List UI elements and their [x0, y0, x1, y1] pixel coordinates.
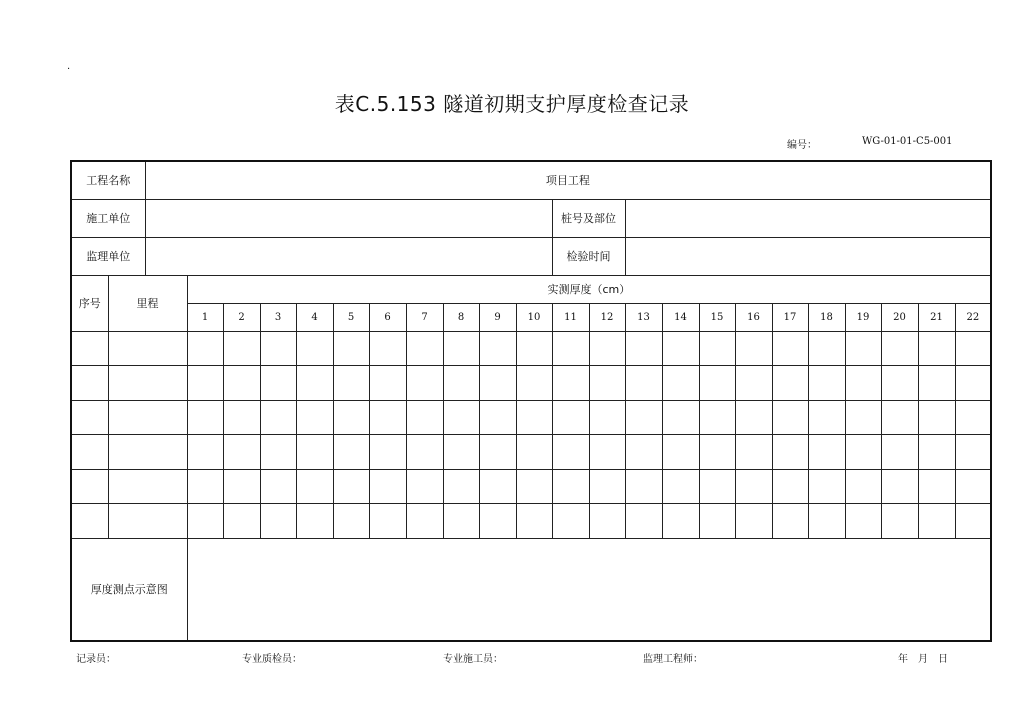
thickness-cell[interactable]: [589, 366, 625, 401]
contractor-value[interactable]: [145, 199, 552, 237]
point-header: 13: [625, 303, 662, 331]
thickness-cell[interactable]: [589, 504, 625, 539]
mileage-cell[interactable]: [108, 469, 187, 504]
table-row: [71, 469, 991, 504]
station-label: 桩号及部位: [552, 199, 625, 237]
thickness-cell[interactable]: [479, 366, 516, 401]
thickness-cell[interactable]: [772, 435, 808, 470]
code-label: 编号：: [787, 140, 817, 151]
thickness-cell[interactable]: [552, 366, 589, 401]
data-rows: [71, 331, 991, 538]
page-title: 表C.5.153 隧道初期支护厚度检查记录: [334, 92, 690, 116]
thickness-cell[interactable]: [918, 469, 955, 504]
thickness-cell[interactable]: [369, 435, 406, 470]
point-header: 5: [333, 303, 369, 331]
thickness-cell[interactable]: [296, 400, 333, 435]
thickness-cell[interactable]: [516, 331, 552, 366]
point-header: 7: [406, 303, 443, 331]
supervisor-label: 监理单位: [71, 237, 145, 275]
point-header: 20: [881, 303, 918, 331]
recorder-label: 记录员：: [76, 654, 116, 665]
thickness-cell[interactable]: [735, 366, 772, 401]
thickness-cell[interactable]: [699, 435, 735, 470]
thickness-cell[interactable]: [772, 366, 808, 401]
thickness-cell[interactable]: [589, 331, 625, 366]
thickness-cell[interactable]: [296, 331, 333, 366]
thickness-cell[interactable]: [955, 331, 991, 366]
thickness-cell[interactable]: [552, 504, 589, 539]
thickness-cell[interactable]: [699, 400, 735, 435]
thickness-cell[interactable]: [443, 400, 479, 435]
table-row: [71, 331, 991, 366]
thickness-cell[interactable]: [223, 469, 260, 504]
inspection-table: [70, 160, 992, 642]
thickness-cell[interactable]: [699, 504, 735, 539]
point-header: 16: [735, 303, 772, 331]
thickness-cell[interactable]: [625, 435, 662, 470]
builder-label: 专业施工员：: [443, 654, 503, 665]
point-header: 11: [552, 303, 589, 331]
thickness-cell[interactable]: [333, 331, 369, 366]
thickness-cell[interactable]: [918, 435, 955, 470]
thickness-cell[interactable]: [808, 400, 845, 435]
thickness-cell[interactable]: [333, 469, 369, 504]
thickness-cell[interactable]: [296, 366, 333, 401]
thickness-cell[interactable]: [955, 504, 991, 539]
thickness-cell[interactable]: [808, 366, 845, 401]
thickness-cell[interactable]: [881, 469, 918, 504]
seq-cell[interactable]: [71, 366, 108, 401]
thickness-cell[interactable]: [699, 331, 735, 366]
thickness-cell[interactable]: [479, 435, 516, 470]
mileage-cell[interactable]: [108, 435, 187, 470]
thickness-cell[interactable]: [223, 504, 260, 539]
thickness-cell[interactable]: [552, 435, 589, 470]
thickness-cell[interactable]: [662, 469, 699, 504]
thickness-cell[interactable]: [187, 331, 223, 366]
thickness-cell[interactable]: [808, 504, 845, 539]
measured-thickness-header: 实测厚度（cm）: [187, 275, 991, 303]
thickness-cell[interactable]: [845, 435, 881, 470]
thickness-cell[interactable]: [881, 366, 918, 401]
mileage-cell[interactable]: [108, 400, 187, 435]
thickness-cell[interactable]: [479, 331, 516, 366]
seq-cell[interactable]: [71, 435, 108, 470]
thickness-cell[interactable]: [406, 435, 443, 470]
thickness-cell[interactable]: [223, 331, 260, 366]
thickness-cell[interactable]: [260, 331, 296, 366]
thickness-cell[interactable]: [625, 469, 662, 504]
thickness-cell[interactable]: [516, 435, 552, 470]
thickness-cell[interactable]: [589, 435, 625, 470]
thickness-cell[interactable]: [333, 400, 369, 435]
thickness-cell[interactable]: [369, 366, 406, 401]
thickness-cell[interactable]: [735, 469, 772, 504]
seq-cell[interactable]: [71, 331, 108, 366]
mileage-cell[interactable]: [108, 504, 187, 539]
thickness-cell[interactable]: [333, 435, 369, 470]
thickness-cell[interactable]: [443, 435, 479, 470]
contractor-label: 施工单位: [71, 199, 145, 237]
thickness-cell[interactable]: [625, 366, 662, 401]
code-value: WG-01-01-C5-001: [862, 136, 953, 147]
thickness-cell[interactable]: [845, 331, 881, 366]
thickness-cell[interactable]: [516, 400, 552, 435]
thickness-cell[interactable]: [260, 400, 296, 435]
seq-cell[interactable]: [71, 469, 108, 504]
thickness-cell[interactable]: [808, 331, 845, 366]
thickness-cell[interactable]: [589, 469, 625, 504]
thickness-cell[interactable]: [918, 400, 955, 435]
point-header: 15: [699, 303, 735, 331]
thickness-cell[interactable]: [369, 504, 406, 539]
thickness-cell[interactable]: [845, 366, 881, 401]
thickness-cell[interactable]: [223, 400, 260, 435]
date-label: 年 月 日: [898, 654, 948, 665]
thickness-cell[interactable]: [369, 469, 406, 504]
thickness-cell[interactable]: [443, 504, 479, 539]
thickness-cell[interactable]: [918, 366, 955, 401]
point-header: 17: [772, 303, 808, 331]
thickness-cell[interactable]: [333, 504, 369, 539]
thickness-cell[interactable]: [443, 366, 479, 401]
thickness-cell[interactable]: [369, 331, 406, 366]
thickness-cell[interactable]: [187, 435, 223, 470]
thickness-cell[interactable]: [772, 400, 808, 435]
point-header: 2: [223, 303, 260, 331]
station-value[interactable]: [625, 199, 991, 237]
supervising-engineer-label: 监理工程师：: [643, 654, 703, 665]
thickness-cell[interactable]: [808, 469, 845, 504]
thickness-cell[interactable]: [516, 469, 552, 504]
seq-header: 序号: [71, 275, 108, 331]
thickness-cell[interactable]: [406, 331, 443, 366]
thickness-cell[interactable]: [735, 331, 772, 366]
thickness-cell[interactable]: [406, 504, 443, 539]
point-header: 9: [479, 303, 516, 331]
thickness-cell[interactable]: [662, 400, 699, 435]
thickness-cell[interactable]: [918, 331, 955, 366]
thickness-cell[interactable]: [479, 504, 516, 539]
thickness-cell[interactable]: [443, 331, 479, 366]
sketch-area[interactable]: [187, 538, 991, 641]
thickness-cell[interactable]: [296, 469, 333, 504]
point-header: 1: [187, 303, 223, 331]
thickness-cell[interactable]: [625, 504, 662, 539]
thickness-cell[interactable]: [296, 435, 333, 470]
quality-inspector-label: 专业质检员：: [242, 654, 302, 665]
thickness-cell[interactable]: [662, 435, 699, 470]
mileage-cell[interactable]: [108, 331, 187, 366]
point-header: 6: [369, 303, 406, 331]
thickness-cell[interactable]: [662, 366, 699, 401]
thickness-cell[interactable]: [516, 504, 552, 539]
thickness-cell[interactable]: [187, 469, 223, 504]
thickness-cell[interactable]: [589, 400, 625, 435]
thickness-cell[interactable]: [845, 400, 881, 435]
point-header: 8: [443, 303, 479, 331]
thickness-cell[interactable]: [662, 331, 699, 366]
seq-cell[interactable]: [71, 504, 108, 539]
thickness-cell[interactable]: [552, 331, 589, 366]
point-header: 3: [260, 303, 296, 331]
thickness-cell[interactable]: [187, 366, 223, 401]
thickness-cell[interactable]: [260, 469, 296, 504]
points-header-row: [71, 303, 991, 331]
thickness-cell[interactable]: [881, 435, 918, 470]
thickness-cell[interactable]: [772, 504, 808, 539]
corner-mark: .: [67, 61, 71, 72]
project-name-label: 工程名称: [71, 161, 145, 199]
thickness-cell[interactable]: [735, 504, 772, 539]
thickness-cell[interactable]: [955, 469, 991, 504]
mileage-header: 里程: [108, 275, 187, 331]
table-row: [71, 400, 991, 435]
point-header: 12: [589, 303, 625, 331]
thickness-cell[interactable]: [699, 469, 735, 504]
thickness-cell[interactable]: [479, 469, 516, 504]
thickness-cell[interactable]: [260, 366, 296, 401]
table-row: [71, 504, 991, 539]
point-header: 14: [662, 303, 699, 331]
point-header: 19: [845, 303, 881, 331]
thickness-cell[interactable]: [369, 400, 406, 435]
thickness-cell[interactable]: [699, 366, 735, 401]
thickness-cell[interactable]: [845, 504, 881, 539]
table-row: [71, 435, 991, 470]
point-header: 10: [516, 303, 552, 331]
thickness-cell[interactable]: [662, 504, 699, 539]
thickness-cell[interactable]: [552, 400, 589, 435]
thickness-cell[interactable]: [881, 504, 918, 539]
point-header: 21: [918, 303, 955, 331]
thickness-cell[interactable]: [479, 400, 516, 435]
thickness-cell[interactable]: [260, 504, 296, 539]
thickness-cell[interactable]: [296, 504, 333, 539]
thickness-cell[interactable]: [406, 366, 443, 401]
thickness-cell[interactable]: [516, 366, 552, 401]
thickness-cell[interactable]: [625, 331, 662, 366]
point-header: 4: [296, 303, 333, 331]
thickness-cell[interactable]: [187, 400, 223, 435]
thickness-cell[interactable]: [406, 469, 443, 504]
mileage-cell[interactable]: [108, 366, 187, 401]
table-row: [71, 366, 991, 401]
thickness-cell[interactable]: [955, 366, 991, 401]
thickness-cell[interactable]: [918, 504, 955, 539]
thickness-cell[interactable]: [808, 435, 845, 470]
thickness-cell[interactable]: [260, 435, 296, 470]
point-header: 18: [808, 303, 845, 331]
thickness-cell[interactable]: [735, 435, 772, 470]
project-name-value: 项目工程: [145, 161, 991, 199]
seq-cell[interactable]: [71, 400, 108, 435]
thickness-cell[interactable]: [772, 469, 808, 504]
thickness-cell[interactable]: [223, 435, 260, 470]
thickness-cell[interactable]: [187, 504, 223, 539]
thickness-cell[interactable]: [955, 435, 991, 470]
thickness-cell[interactable]: [406, 400, 443, 435]
thickness-cell[interactable]: [881, 400, 918, 435]
thickness-cell[interactable]: [443, 469, 479, 504]
thickness-cell[interactable]: [333, 366, 369, 401]
thickness-cell[interactable]: [955, 400, 991, 435]
thickness-cell[interactable]: [625, 400, 662, 435]
inspection-time-value[interactable]: [625, 237, 991, 275]
thickness-cell[interactable]: [735, 400, 772, 435]
thickness-cell[interactable]: [845, 469, 881, 504]
thickness-cell[interactable]: [223, 366, 260, 401]
thickness-cell[interactable]: [772, 331, 808, 366]
supervisor-value[interactable]: [145, 237, 552, 275]
thickness-cell[interactable]: [881, 331, 918, 366]
sketch-label: 厚度测点示意图: [71, 538, 187, 641]
thickness-cell[interactable]: [552, 469, 589, 504]
point-header: 22: [955, 303, 991, 331]
inspection-time-label: 检验时间: [552, 237, 625, 275]
